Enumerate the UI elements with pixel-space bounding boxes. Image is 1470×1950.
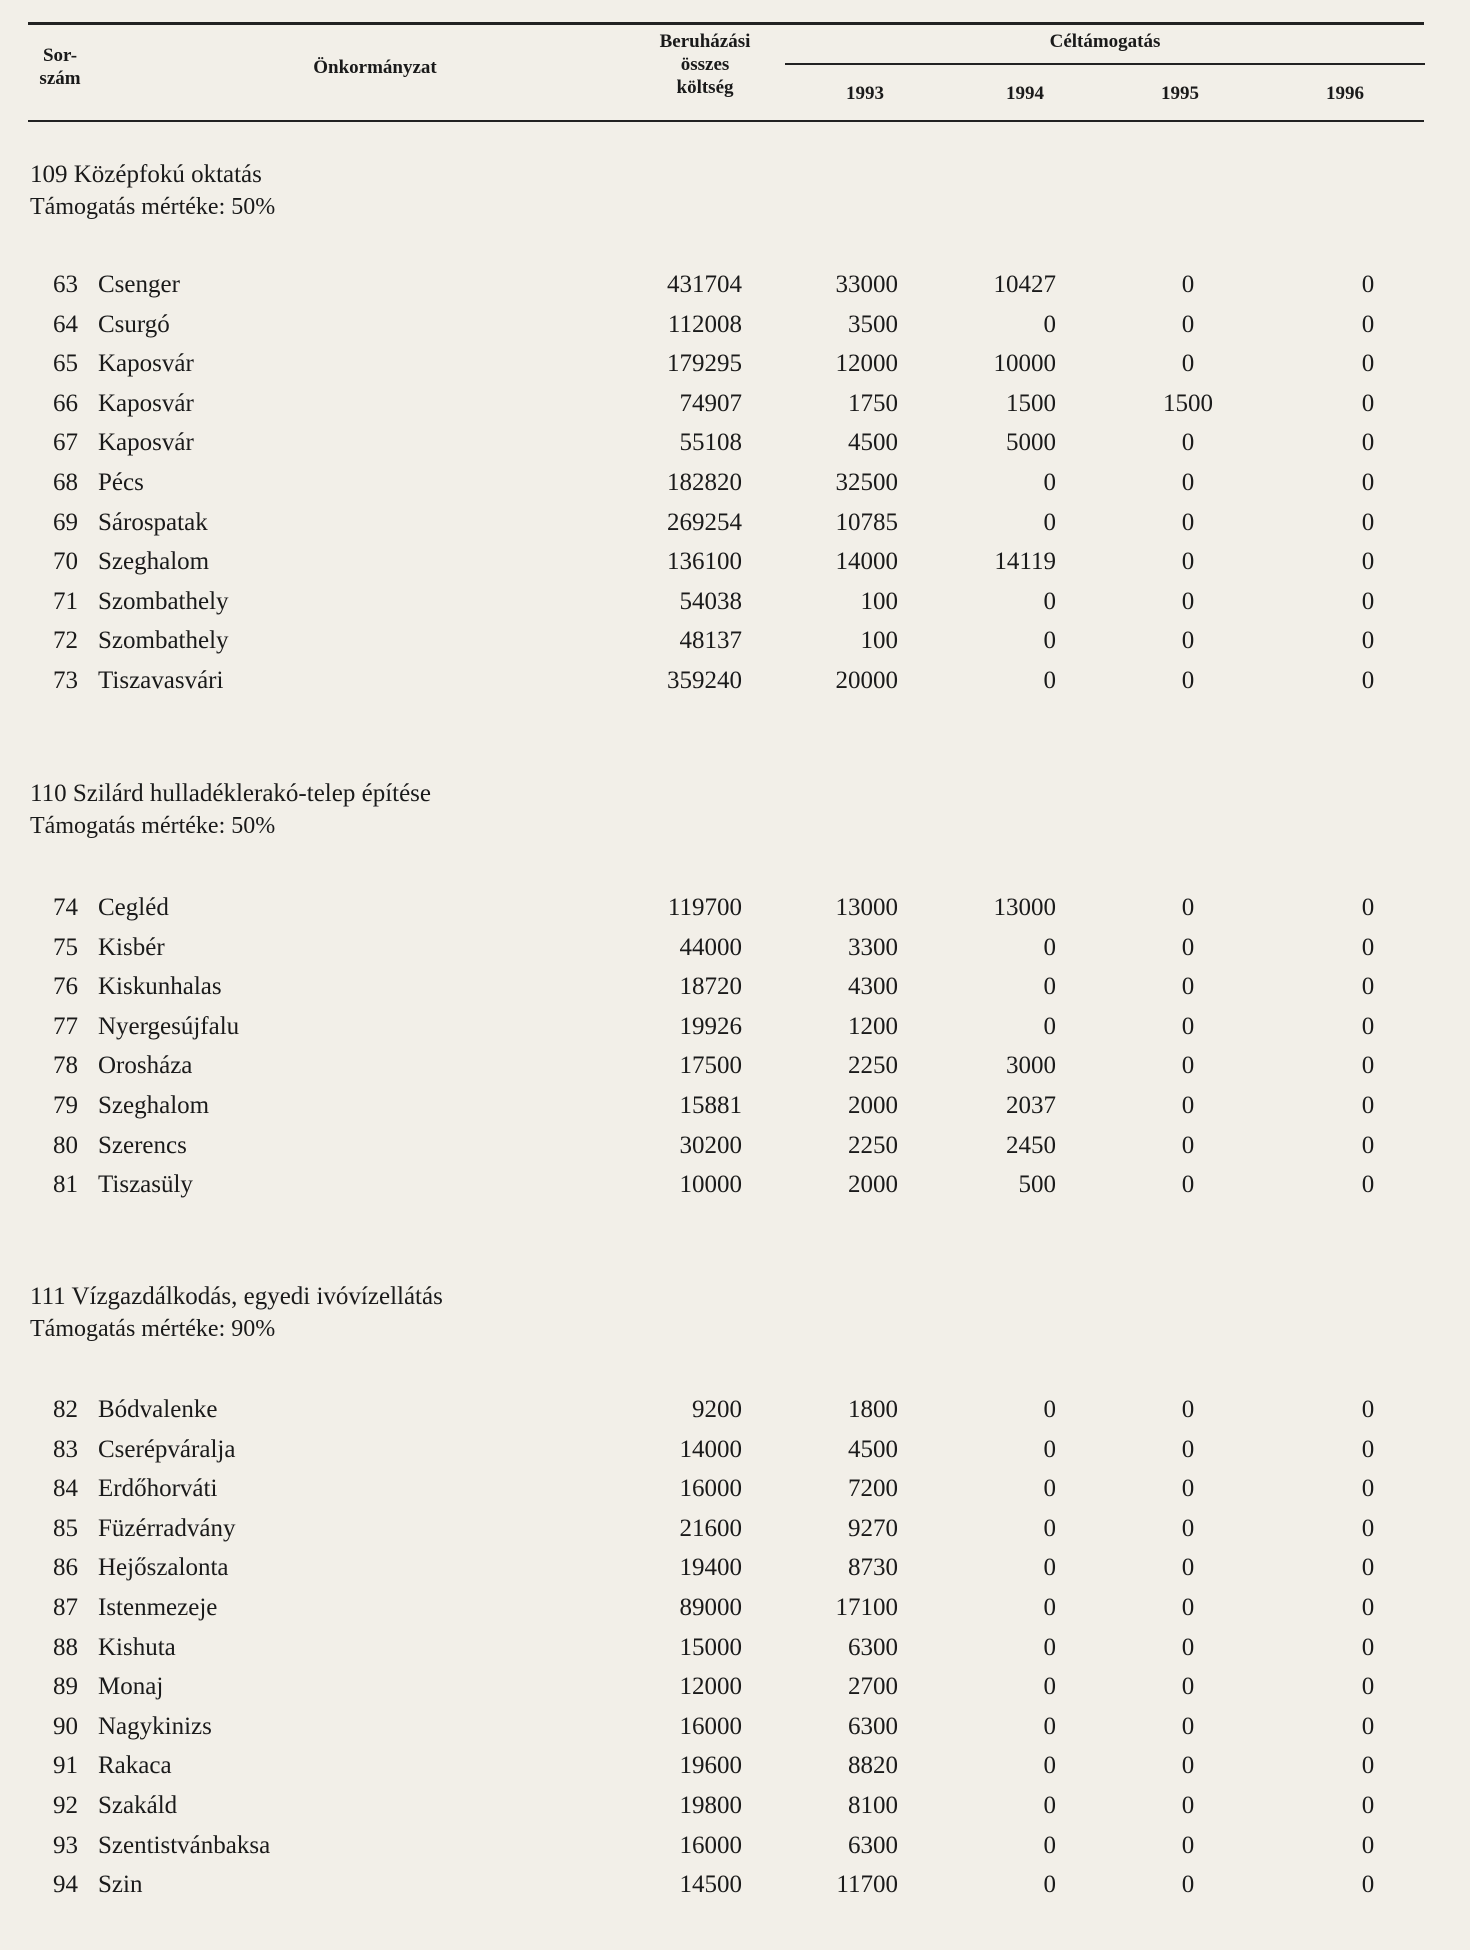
table-row [0, 265, 1470, 305]
table-row [0, 1707, 1470, 1747]
amount-1994: 3000 [1006, 1052, 1056, 1080]
amount-1993: 1800 [848, 1396, 898, 1423]
amount-1996: 0 [1361, 389, 1375, 417]
total-cost: 89000 [679, 1594, 742, 1621]
amount-1996: 0 [1361, 1752, 1375, 1780]
section-title-110: 110 Szilárd hulladéklerakó-telep építése [30, 780, 432, 807]
table-row [0, 384, 1470, 424]
row-number: 73 [53, 667, 78, 694]
municipality-name: Rakaca [98, 1752, 172, 1780]
total-cost: 44000 [679, 933, 742, 961]
municipality-name: Hejőszalonta [98, 1554, 229, 1582]
amount-1993: 6300 [848, 1831, 898, 1859]
header-beruhazasi-line1: Beruházási [659, 31, 751, 52]
table-row [0, 888, 1470, 928]
total-cost: 16000 [679, 1831, 742, 1859]
row-number: 91 [53, 1752, 78, 1780]
amount-1996: 0 [1361, 469, 1375, 496]
total-cost: 74907 [679, 389, 742, 417]
amount-1995: 0 [1181, 667, 1195, 694]
amount-1996: 0 [1361, 1831, 1375, 1859]
header-celtamogatas: Céltámogatás [1049, 31, 1161, 52]
header-sorszam-line2: szám [39, 68, 81, 89]
total-cost: 19600 [679, 1752, 742, 1780]
amount-1996: 0 [1361, 1673, 1375, 1701]
amount-1994: 0 [1043, 587, 1056, 615]
row-number: 86 [53, 1554, 78, 1582]
amount-1993: 14000 [835, 548, 898, 576]
table-row [0, 1588, 1470, 1628]
table-row [0, 661, 1470, 701]
amount-1994: 2037 [1006, 1092, 1056, 1119]
municipality-name: Szakáld [98, 1792, 178, 1819]
table-row [0, 503, 1470, 543]
amount-1996: 0 [1361, 1633, 1375, 1661]
amount-1994: 0 [1043, 627, 1056, 655]
amount-1995: 0 [1181, 1052, 1195, 1080]
amount-1994: 10000 [993, 350, 1056, 378]
total-cost: 15881 [679, 1092, 742, 1119]
row-number: 67 [53, 429, 78, 457]
amount-1995: 0 [1181, 469, 1195, 496]
header-onkormanyzat: Önkormányzat [313, 57, 437, 78]
amount-1995: 0 [1181, 1871, 1195, 1899]
total-cost: 431704 [667, 271, 742, 298]
row-number: 65 [53, 350, 78, 378]
amount-1993: 32500 [835, 469, 898, 496]
total-cost: 14500 [679, 1871, 742, 1899]
row-number: 71 [53, 587, 78, 615]
amount-1996: 0 [1361, 1514, 1375, 1542]
total-cost: 269254 [667, 508, 742, 536]
table-row [0, 1509, 1470, 1549]
amount-1995: 0 [1181, 429, 1195, 457]
header-bottom-rule [28, 120, 1424, 122]
amount-1996: 0 [1361, 1131, 1375, 1159]
row-number: 78 [53, 1052, 78, 1080]
amount-1995: 0 [1181, 508, 1195, 536]
total-cost: 30200 [679, 1131, 742, 1159]
table-row [0, 1865, 1470, 1905]
municipality-name: Csurgó [98, 310, 170, 338]
section-subtitle-109: Támogatás mértéke: 50% [30, 194, 276, 220]
total-cost: 55108 [679, 429, 742, 457]
amount-1993: 2000 [848, 1092, 898, 1119]
amount-1996: 0 [1361, 350, 1375, 378]
municipality-name: Kiskunhalas [98, 973, 222, 1001]
municipality-name: Csenger [98, 271, 180, 298]
row-number: 69 [53, 508, 78, 536]
amount-1995: 0 [1181, 1792, 1195, 1819]
amount-1995: 0 [1181, 271, 1195, 298]
municipality-name: Cserépváralja [98, 1435, 236, 1463]
total-cost: 179295 [667, 350, 742, 378]
amount-1993: 4500 [848, 429, 898, 457]
row-number: 66 [53, 389, 78, 417]
amount-1993: 2000 [848, 1171, 898, 1199]
total-cost: 359240 [667, 667, 742, 694]
amount-1996: 0 [1361, 1871, 1375, 1899]
table-row [0, 582, 1470, 622]
amount-1996: 0 [1361, 1594, 1375, 1621]
table-row [0, 1548, 1470, 1588]
amount-1996: 0 [1361, 933, 1375, 961]
municipality-name: Erdőhorváti [98, 1475, 218, 1503]
municipality-name: Kaposvár [98, 429, 194, 457]
amount-1994: 0 [1043, 1752, 1056, 1780]
table-row [0, 423, 1470, 463]
amount-1996: 0 [1361, 310, 1375, 338]
section-subtitle-111: Támogatás mértéke: 90% [30, 1316, 276, 1342]
amount-1993: 7200 [848, 1475, 898, 1503]
municipality-name: Szombathely [98, 627, 229, 655]
municipality-name: Szeghalom [98, 548, 210, 576]
amount-1994: 0 [1043, 1514, 1056, 1542]
amount-1995: 0 [1181, 1396, 1195, 1423]
amount-1993: 100 [860, 627, 898, 655]
table-row [0, 1390, 1470, 1430]
amount-1995: 0 [1181, 894, 1195, 921]
total-cost: 12000 [679, 1673, 742, 1701]
total-cost: 15000 [679, 1633, 742, 1661]
municipality-name: Kaposvár [98, 350, 194, 378]
amount-1994: 5000 [1006, 429, 1056, 457]
table-row [0, 1786, 1470, 1826]
total-cost: 19926 [679, 1012, 742, 1040]
amount-1994: 0 [1043, 1012, 1056, 1040]
municipality-name: Kishuta [98, 1633, 176, 1661]
row-number: 81 [53, 1171, 78, 1199]
total-cost: 9200 [692, 1396, 742, 1423]
amount-1994: 0 [1043, 1673, 1056, 1701]
amount-1994: 1500 [1006, 389, 1056, 417]
amount-1994: 0 [1043, 1396, 1056, 1423]
amount-1995: 0 [1181, 973, 1195, 1001]
amount-1994: 0 [1043, 1712, 1056, 1740]
amount-1994: 0 [1043, 310, 1056, 338]
amount-1996: 0 [1361, 627, 1375, 655]
header-beruhazasi [640, 30, 770, 99]
row-number: 87 [53, 1594, 78, 1621]
municipality-name: Szeghalom [98, 1092, 210, 1119]
amount-1995: 0 [1181, 587, 1195, 615]
total-cost: 136100 [667, 548, 742, 576]
amount-1996: 0 [1361, 548, 1375, 576]
amount-1994: 0 [1043, 1475, 1056, 1503]
amount-1993: 6300 [848, 1712, 898, 1740]
amount-1995: 0 [1181, 1131, 1195, 1159]
amount-1994: 0 [1043, 933, 1056, 961]
amount-1995: 0 [1181, 1633, 1195, 1661]
row-number: 74 [53, 894, 78, 921]
municipality-name: Tiszasüly [98, 1171, 193, 1199]
amount-1995: 0 [1181, 1752, 1195, 1780]
amount-1994: 0 [1043, 1633, 1056, 1661]
amount-1995: 0 [1181, 1554, 1195, 1582]
amount-1993: 4500 [848, 1435, 898, 1463]
amount-1993: 17100 [835, 1594, 898, 1621]
section-title-109: 109 Középfokú oktatás [30, 161, 262, 188]
amount-1996: 0 [1361, 1554, 1375, 1582]
amount-1993: 1750 [848, 389, 898, 417]
amount-1996: 0 [1361, 1396, 1375, 1423]
amount-1996: 0 [1361, 1171, 1375, 1199]
amount-1996: 0 [1361, 1012, 1375, 1040]
total-cost: 19800 [679, 1792, 742, 1819]
amount-1994: 0 [1043, 508, 1056, 536]
amount-1996: 0 [1361, 1712, 1375, 1740]
amount-1993: 11700 [836, 1871, 898, 1899]
row-number: 72 [53, 627, 78, 655]
table-row [0, 928, 1470, 968]
total-cost: 21600 [679, 1514, 742, 1542]
amount-1996: 0 [1361, 1435, 1375, 1463]
amount-1993: 12000 [835, 350, 898, 378]
row-number: 64 [53, 310, 78, 338]
header-sorszam [30, 44, 90, 90]
amount-1993: 33000 [835, 271, 898, 298]
row-number: 76 [53, 973, 78, 1001]
amount-1996: 0 [1361, 667, 1375, 694]
amount-1994: 13000 [993, 894, 1056, 921]
row-number: 82 [53, 1396, 78, 1423]
total-cost: 19400 [679, 1554, 742, 1582]
header-year-1996: 1996 [1326, 83, 1364, 104]
total-cost: 182820 [667, 469, 742, 496]
amount-1996: 0 [1361, 1475, 1375, 1503]
amount-1995: 0 [1181, 310, 1195, 338]
municipality-name: Monaj [98, 1673, 164, 1701]
table-row [0, 1126, 1470, 1166]
amount-1993: 6300 [848, 1633, 898, 1661]
municipality-name: Bódvalenke [98, 1396, 218, 1423]
amount-1995: 0 [1181, 1171, 1195, 1199]
total-cost: 48137 [679, 627, 742, 655]
municipality-name: Szin [98, 1871, 143, 1899]
row-number: 93 [53, 1831, 78, 1859]
amount-1996: 0 [1361, 587, 1375, 615]
total-cost: 17500 [679, 1052, 742, 1080]
municipality-name: Sárospatak [98, 508, 208, 536]
section-subtitle-110: Támogatás mértéke: 50% [30, 813, 276, 839]
row-number: 77 [53, 1012, 78, 1040]
row-number: 92 [53, 1792, 78, 1819]
amount-1994: 0 [1043, 1792, 1056, 1819]
amount-1995: 0 [1181, 1712, 1195, 1740]
amount-1994: 0 [1043, 469, 1056, 496]
celtamogatas-rule [785, 63, 1425, 65]
table-row [0, 305, 1470, 345]
table-row [0, 621, 1470, 661]
table-row [0, 1430, 1470, 1470]
municipality-name: Szerencs [98, 1131, 187, 1159]
row-number: 83 [53, 1435, 78, 1463]
amount-1994: 0 [1043, 1594, 1056, 1621]
amount-1994: 0 [1043, 667, 1056, 694]
municipality-name: Szombathely [98, 587, 229, 615]
total-cost: 54038 [679, 587, 742, 615]
header-beruhazasi-line3: költség [676, 77, 734, 98]
amount-1993: 2700 [848, 1673, 898, 1701]
table-row [0, 1086, 1470, 1126]
table-row [0, 1046, 1470, 1086]
amount-1995: 0 [1181, 548, 1195, 576]
row-number: 94 [53, 1871, 78, 1899]
amount-1996: 0 [1361, 973, 1375, 1001]
amount-1994: 10427 [993, 271, 1056, 298]
table-row [0, 1007, 1470, 1047]
municipality-name: Nyergesújfalu [98, 1012, 240, 1040]
amount-1993: 2250 [848, 1052, 898, 1080]
municipality-name: Szentistvánbaksa [98, 1831, 271, 1859]
amount-1995: 0 [1181, 1831, 1195, 1859]
row-number: 84 [53, 1475, 78, 1503]
amount-1993: 20000 [835, 667, 898, 694]
amount-1993: 10785 [835, 508, 898, 536]
amount-1993: 8100 [848, 1792, 898, 1819]
header-beruhazasi-line2: összes [680, 54, 730, 75]
municipality-name: Orosháza [98, 1052, 193, 1080]
table-row [0, 1628, 1470, 1668]
municipality-name: Kisbér [98, 933, 165, 961]
amount-1994: 2450 [1006, 1131, 1056, 1159]
amount-1993: 1200 [848, 1012, 898, 1040]
amount-1994: 0 [1043, 1871, 1056, 1899]
amount-1995: 0 [1181, 1475, 1195, 1503]
amount-1995: 0 [1181, 1594, 1195, 1621]
municipality-name: Cegléd [98, 894, 169, 921]
table-row [0, 1667, 1470, 1707]
amount-1995: 0 [1181, 933, 1195, 961]
table-row [0, 967, 1470, 1007]
amount-1994: 0 [1043, 1435, 1056, 1463]
municipality-name: Istenmezeje [98, 1594, 218, 1621]
table-row [0, 1469, 1470, 1509]
amount-1993: 100 [860, 587, 898, 615]
table-row [0, 463, 1470, 503]
municipality-name: Nagykinizs [98, 1712, 212, 1740]
section-title-111: 111 Vízgazdálkodás, egyedi ivóvízellátás [30, 1283, 443, 1310]
amount-1993: 4300 [848, 973, 898, 1001]
table-row [0, 1826, 1470, 1866]
amount-1995: 0 [1181, 1673, 1195, 1701]
amount-1996: 0 [1361, 894, 1375, 921]
table-row [0, 344, 1470, 384]
amount-1995: 0 [1181, 1092, 1195, 1119]
amount-1995: 0 [1181, 350, 1195, 378]
amount-1993: 9270 [848, 1514, 898, 1542]
amount-1995: 0 [1181, 1514, 1195, 1542]
header-year-1993: 1993 [846, 83, 884, 104]
municipality-name: Füzérradvány [98, 1514, 236, 1542]
header-sorszam-line1: Sor- [42, 45, 78, 66]
amount-1995: 0 [1181, 1435, 1195, 1463]
municipality-name: Pécs [98, 469, 144, 496]
total-cost: 10000 [679, 1171, 742, 1199]
total-cost: 16000 [679, 1475, 742, 1503]
amount-1995: 0 [1181, 1012, 1195, 1040]
amount-1995: 0 [1181, 627, 1195, 655]
amount-1993: 2250 [848, 1131, 898, 1159]
top-rule [28, 22, 1424, 25]
amount-1996: 0 [1361, 1792, 1375, 1819]
row-number: 68 [53, 469, 78, 496]
table-row [0, 1165, 1470, 1205]
table-row [0, 1746, 1470, 1786]
amount-1993: 13000 [835, 894, 898, 921]
amount-1993: 3500 [848, 310, 898, 338]
total-cost: 112008 [667, 310, 742, 338]
municipality-name: Tiszavasvári [98, 667, 224, 694]
row-number: 79 [53, 1092, 78, 1119]
amount-1993: 3300 [848, 933, 898, 961]
amount-1994: 14119 [994, 548, 1056, 576]
row-number: 85 [53, 1514, 78, 1542]
total-cost: 18720 [679, 973, 742, 1001]
row-number: 88 [53, 1633, 78, 1661]
amount-1996: 0 [1361, 508, 1375, 536]
amount-1996: 0 [1361, 271, 1375, 298]
row-number: 90 [53, 1712, 78, 1740]
row-number: 80 [53, 1131, 78, 1159]
amount-1994: 0 [1043, 973, 1056, 1001]
amount-1996: 0 [1361, 1092, 1375, 1119]
row-number: 75 [53, 933, 78, 961]
amount-1994: 0 [1043, 1554, 1056, 1582]
amount-1996: 0 [1361, 429, 1375, 457]
table-row [0, 542, 1470, 582]
amount-1993: 8730 [848, 1554, 898, 1582]
row-number: 63 [53, 271, 78, 298]
row-number: 70 [53, 548, 78, 576]
header-year-1995: 1995 [1161, 83, 1199, 104]
row-number: 89 [53, 1673, 78, 1701]
amount-1993: 8820 [848, 1752, 898, 1780]
amount-1994: 0 [1043, 1831, 1056, 1859]
municipality-name: Kaposvár [98, 389, 194, 417]
amount-1996: 0 [1361, 1052, 1375, 1080]
total-cost: 16000 [679, 1712, 742, 1740]
header-year-1994: 1994 [1006, 83, 1044, 104]
amount-1994: 500 [1018, 1171, 1056, 1199]
total-cost: 14000 [679, 1435, 742, 1463]
amount-1995: 1500 [1163, 389, 1213, 417]
total-cost: 119700 [667, 894, 742, 921]
